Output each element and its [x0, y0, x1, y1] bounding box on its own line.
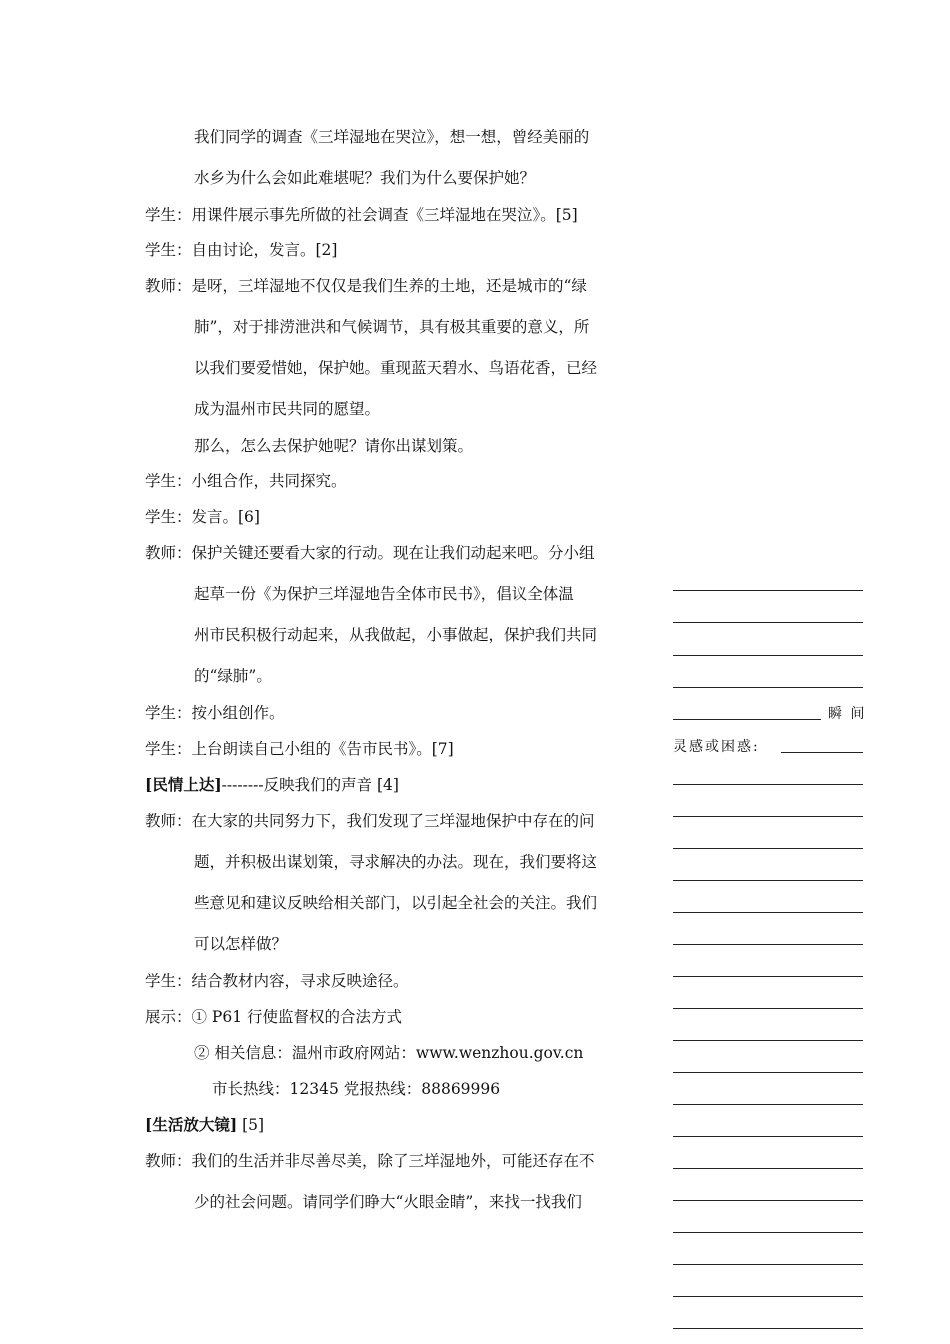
text-line-6: 肺”，对于排涝泄洪和气候调节，具有极其重要的意义，所: [194, 318, 590, 336]
note-label-inspiration: 灵感或困惑:: [673, 739, 760, 755]
section-minqing: [145, 775, 399, 795]
note-rule: [673, 1232, 863, 1233]
text-line-25: ② 相关信息：温州市政府网站：www.wenzhou.gov.cn: [194, 1044, 584, 1062]
note-rule: [781, 752, 863, 753]
text-line-23: 学生：结合教材内容，寻求反映途径。: [145, 972, 409, 990]
text-line-22: 可以怎样做？: [194, 935, 288, 953]
section-score-shenghuo: [5]: [237, 1116, 265, 1134]
text-line-11: 学生：发言。[6]: [145, 508, 260, 526]
text-line-20: 题，并积极出谋划策，寻求解决的办法。现在，我们要将这: [194, 853, 598, 871]
text-line-13: 起草一份《为保护三垟湿地告全体市民书》，倡议全体温: [194, 585, 574, 603]
text-line-21: 些意见和建议反映给相关部门，以引起全社会的关注。我们: [194, 894, 598, 912]
note-rule: [673, 784, 863, 785]
text-line-3: 学生：用课件展示事先所做的社会调查《三垟湿地在哭泣》。[5]: [145, 206, 578, 224]
note-rule: [673, 1200, 863, 1201]
note-rule: [673, 848, 863, 849]
text-line-19: 教师：在大家的共同努力下，我们发现了三垟湿地保护中存在的问: [145, 812, 595, 830]
text-line-10: 学生：小组合作，共同探究。: [145, 472, 347, 490]
text-line-5: 教师：是呀，三垟湿地不仅仅是我们生养的土地，还是城市的“绿: [145, 277, 587, 295]
section-title-minqing: [民情上达]: [145, 775, 222, 794]
text-line-4: 学生：自由讨论，发言。[2]: [145, 241, 338, 259]
note-rule: [673, 1296, 863, 1297]
section-title-shenghuo: [生活放大镜]: [145, 1115, 238, 1134]
text-line-12: 教师：保护关键还要看大家的行动。现在让我们动起来吧。分小组: [145, 544, 595, 562]
section-subtitle-minqing: --------反映我们的声音 [4]: [221, 776, 399, 794]
text-line-14: 州市民积极行动起来，从我做起，小事做起，保护我们共同: [194, 626, 598, 644]
note-rule: [673, 590, 863, 591]
text-line-17: 学生：上台朗读自己小组的《告市民书》。[7]: [145, 740, 454, 758]
text-line-28: 教师：我们的生活并非尽善尽美，除了三垟湿地外，可能还存在不: [145, 1152, 595, 1170]
note-rule: [673, 1264, 863, 1265]
note-rule: [673, 912, 863, 913]
note-rule: [673, 655, 863, 656]
text-line-7: 以我们要爱惜她，保护她。重现蓝天碧水、鸟语花香，已经: [194, 359, 598, 377]
note-rule: [673, 622, 863, 623]
text-line-2: 水乡为什么会如此难堪呢？我们为什么要保护她？: [194, 169, 536, 187]
note-rule: [673, 1168, 863, 1169]
text-line-8: 成为温州市民共同的愿望。: [194, 400, 381, 418]
note-rule: [673, 1136, 863, 1137]
note-rule: [673, 719, 821, 720]
text-line-24: 展示：① P61 行使监督权的合法方式: [145, 1008, 403, 1026]
text-line-9: 那么，怎么去保护她呢？请你出谋划策。: [194, 437, 474, 455]
note-rule: [673, 1040, 863, 1041]
text-line-29: 少的社会问题。请同学们睁大“火眼金睛”，来找一找我们: [194, 1193, 582, 1211]
section-shenghuo: [145, 1115, 264, 1135]
note-rule: [673, 1008, 863, 1009]
note-rule: [673, 687, 863, 688]
text-line-16: 学生：按小组创作。: [145, 704, 285, 722]
text-line-15: 的“绿肺”。: [194, 667, 272, 685]
note-rule: [673, 1072, 863, 1073]
note-rule: [673, 880, 863, 881]
note-rule: [673, 944, 863, 945]
note-rule: [673, 1104, 863, 1105]
note-rule: [673, 976, 863, 977]
text-line-26: 市长热线：12345 党报热线：88869996: [212, 1080, 501, 1098]
text-line-1: 我们同学的调查《三垟湿地在哭泣》，想一想，曾经美丽的: [194, 128, 590, 146]
note-rule: [673, 1328, 863, 1329]
note-rule: [673, 816, 863, 817]
note-label-instant: 瞬 间: [828, 706, 867, 722]
